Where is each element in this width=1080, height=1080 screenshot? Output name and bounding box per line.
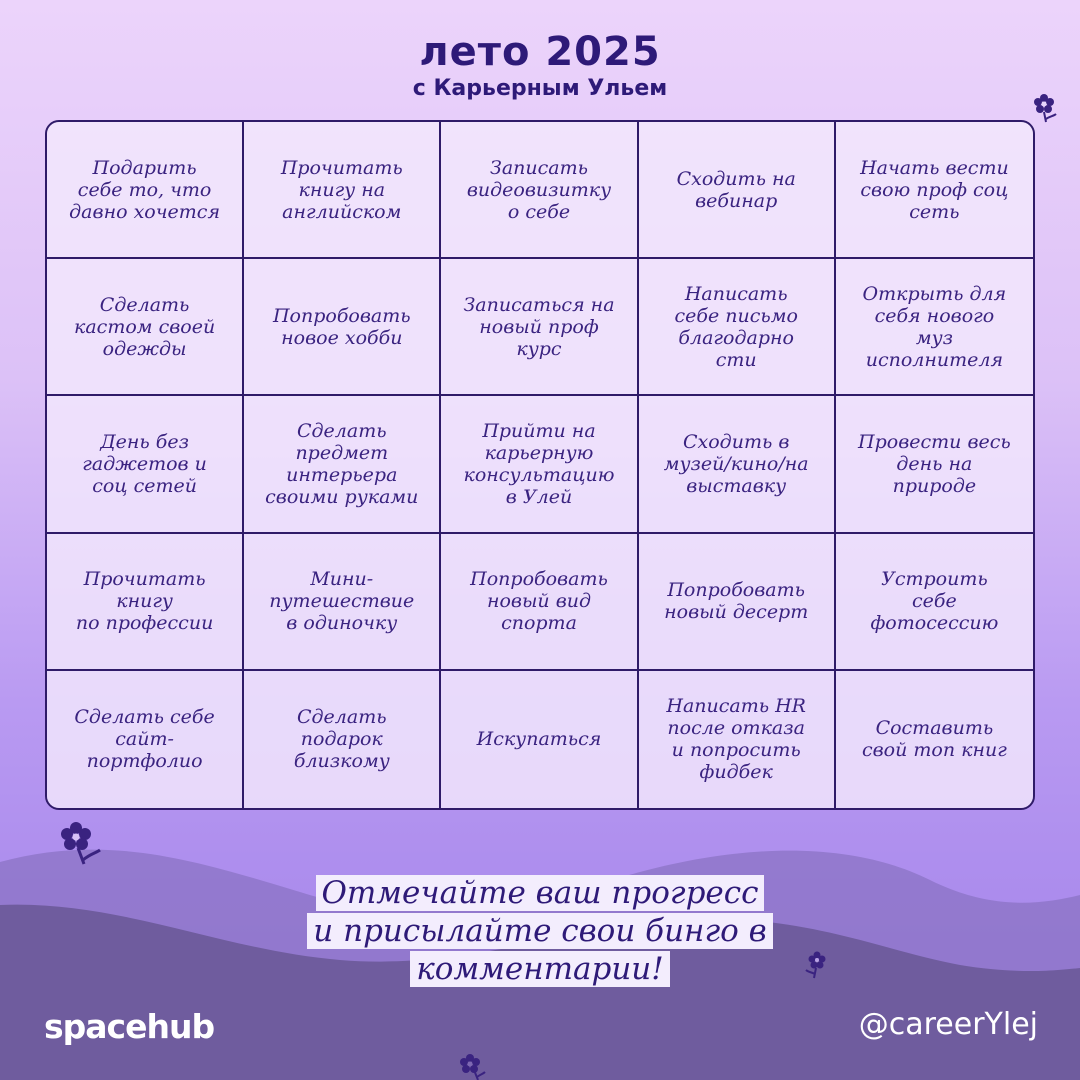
bingo-cell[interactable]	[244, 259, 441, 396]
cta-line: и присылайте свои бинго в	[307, 913, 772, 949]
bingo-cell-label: Составить свой топ книг	[861, 717, 1007, 762]
bingo-cell-label: Прочитать книгу по профессии	[75, 568, 214, 635]
bingo-cell-label: Написать себе письмо благодарно сти	[674, 282, 798, 371]
bingo-cell-label: Попробовать новый вид спорта	[470, 568, 608, 635]
bingo-cell[interactable]	[639, 259, 836, 396]
bingo-grid	[45, 120, 1035, 810]
bingo-cell[interactable]	[244, 396, 441, 533]
page-subtitle: с Карьерным Ульем	[412, 76, 668, 101]
bingo-cell[interactable]	[836, 396, 1033, 533]
bingo-cell[interactable]	[441, 396, 638, 533]
bingo-cell-label: Подарить себе то, что давно хочется	[69, 156, 221, 223]
page-title: лето 2025	[419, 29, 661, 75]
bingo-cell-label: Открыть для себя нового муз исполнителя	[862, 282, 1007, 371]
header	[0, 28, 1080, 102]
bingo-cell-label: Сделать предмет интерьера своими руками	[265, 419, 419, 508]
bingo-cell-label: Начать вести свою проф соц сеть	[860, 156, 1009, 223]
bingo-cell[interactable]	[47, 396, 244, 533]
cta-line: комментарии!	[410, 951, 669, 987]
flower-icon	[1030, 92, 1058, 124]
bingo-cell[interactable]	[47, 259, 244, 396]
bingo-cell[interactable]	[441, 534, 638, 671]
bingo-cell[interactable]	[836, 671, 1033, 808]
bingo-cell[interactable]	[836, 122, 1033, 259]
spacehub-logo: spacehub	[44, 1007, 215, 1046]
bingo-cell[interactable]	[836, 259, 1033, 396]
bingo-cell-label: Сделать кастом своей одежды	[74, 293, 216, 360]
bingo-cell-label: Написать HR после отказа и попросить фидбек	[666, 695, 806, 784]
bingo-cell-label: Прочитать книгу на английском	[280, 156, 403, 223]
social-handle: @careerYlej	[858, 1007, 1038, 1042]
bingo-cell[interactable]	[47, 671, 244, 808]
bingo-cell[interactable]	[639, 534, 836, 671]
bingo-cell[interactable]	[244, 122, 441, 259]
bingo-cell[interactable]	[47, 534, 244, 671]
bingo-cell[interactable]	[639, 396, 836, 533]
bingo-cell-label: Записать видеовизитку о себе	[466, 156, 612, 223]
bingo-cell[interactable]	[639, 671, 836, 808]
bingo-cell-label: Искупаться	[476, 728, 602, 751]
bingo-cell[interactable]	[244, 671, 441, 808]
bingo-cell[interactable]	[639, 122, 836, 259]
bingo-cell-label: Устроить себе фотосессию	[870, 568, 999, 635]
bingo-cell-label: Записаться на новый проф курс	[463, 293, 615, 360]
bingo-cell-label: Прийти на карьерную консультацию в Улей	[463, 419, 615, 508]
bingo-cell-label: Сделать подарок близкому	[293, 706, 390, 773]
bingo-cell[interactable]	[441, 259, 638, 396]
bingo-cell[interactable]	[836, 534, 1033, 671]
bingo-cell[interactable]	[244, 534, 441, 671]
bingo-cell-label: Мини- путешествие в одиночку	[269, 568, 415, 635]
bingo-cell-label: Провести весь день на природе	[858, 430, 1011, 497]
flower-icon	[58, 820, 102, 866]
flower-icon	[456, 1052, 486, 1080]
call-to-action	[0, 874, 1080, 988]
bingo-cell-label: День без гаджетов и соц сетей	[82, 430, 207, 497]
bingo-cell[interactable]	[441, 671, 638, 808]
bingo-cell-label: Сходить в музей/кино/на выставку	[663, 430, 809, 497]
bingo-cell-label: Сделать себе сайт- портфолио	[74, 706, 215, 773]
bingo-cell[interactable]	[47, 122, 244, 259]
bingo-cell-label: Сходить на вебинар	[676, 167, 796, 212]
cta-line: Отмечайте ваш прогресс	[316, 875, 765, 911]
bingo-cell[interactable]	[441, 122, 638, 259]
bingo-cell-label: Попробовать новое хобби	[272, 304, 411, 349]
bingo-cell-label: Попробовать новый десерт	[664, 579, 809, 624]
